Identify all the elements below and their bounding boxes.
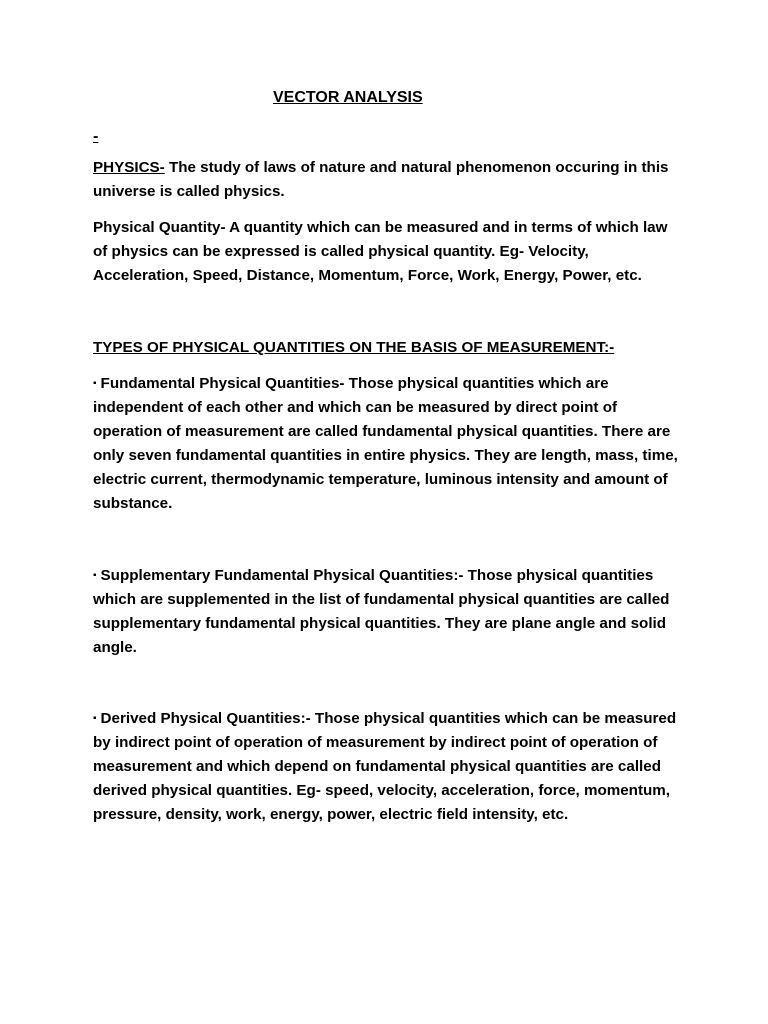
bullet-derived-text: Derived Physical Quantities:- Those physical quantities which can be measured by indirect point of operation of measurement by indirect point of operation of measurement and which depend on fundamental physical quantities are called derived physical quantities. Eg- speed, velocity, acceleration, force, momentum, pressure, density, work, energy, power, electric field intensity, etc. (93, 710, 677, 823)
underline-dash: - (93, 128, 99, 145)
bullet-supplementary-text: Supplementary Fundamental Physical Quantities:- Those physical quantities which are supplemented in the list of fundamental physical quantities are called supplementary fundamental physical quantities. They are plane angle and solid angle. (93, 567, 670, 656)
physics-term: PHYSICS- (93, 159, 165, 176)
physical-quantity-definition: Physical Quantity- A quantity which can be measured and in terms of which law of physics can be expressed is called physical quantity. Eg- Velocity, Acceleration, Speed, Distance, Momentum, Force, Work, Energy, Power, etc. (93, 219, 668, 284)
bullet-icon: ▪ (93, 570, 97, 581)
physics-definition (93, 156, 683, 204)
document-title: VECTOR ANALYSIS (273, 89, 423, 106)
bullet-icon: ▪ (93, 713, 97, 724)
types-heading: TYPES OF PHYSICAL QUANTITIES ON THE BASIS OF MEASUREMENT:- (93, 339, 615, 356)
bullet-derived (93, 707, 683, 827)
bullet-fundamental (93, 372, 683, 516)
bullet-fundamental-text: Fundamental Physical Quantities- Those physical quantities which are independent of each other and which can be measured by direct point of operation of measurement are called fundamental physical quantities. There are only seven fundamental quantities in entire physics. They are length, mass, time, electric current, thermodynamic temperature, luminous intensity and amount of substance. (93, 375, 678, 512)
bullet-icon: ▪ (93, 378, 97, 389)
bullet-supplementary (93, 564, 683, 660)
physics-text: The study of laws of nature and natural phenomenon occuring in this universe is called physics. (93, 159, 669, 200)
